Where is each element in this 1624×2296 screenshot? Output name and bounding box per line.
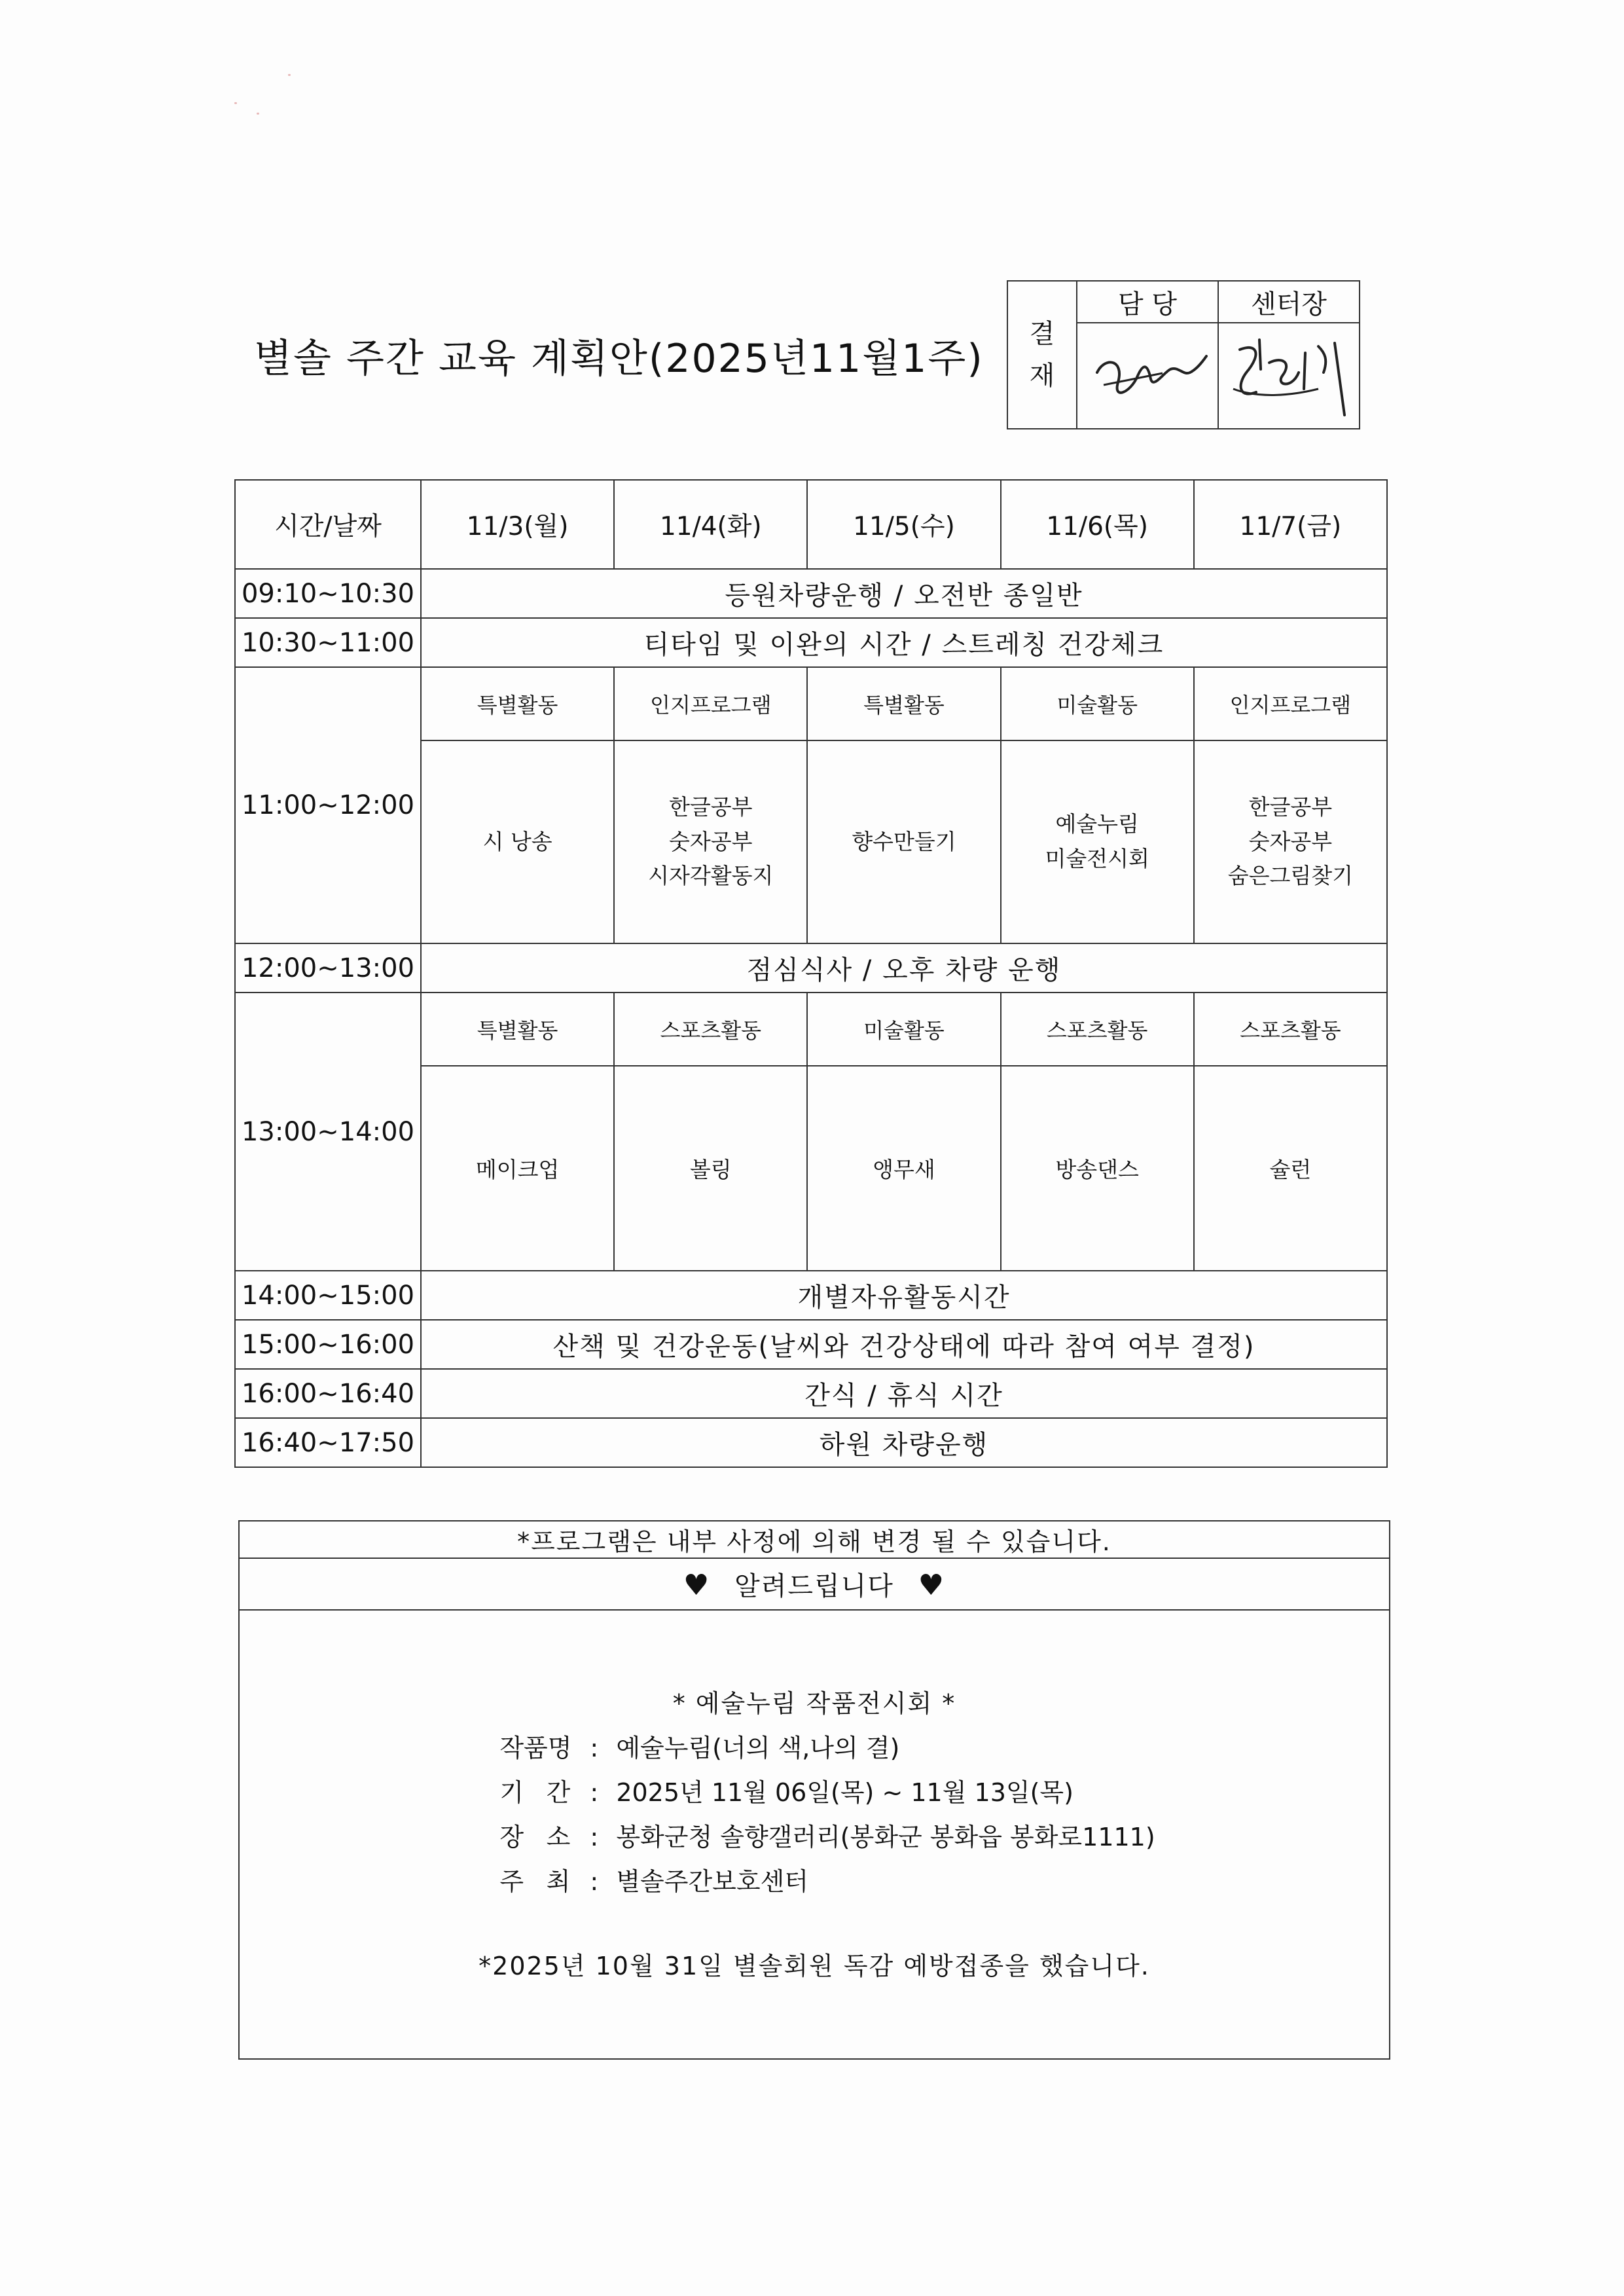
paper-speck [234,102,237,104]
activity-cell: 방송댄스 [1001,1066,1194,1271]
time-cell: 14:00~15:00 [235,1271,421,1320]
period-label-a: 기 [499,1778,524,1807]
category-cell: 미술활동 [807,993,1000,1066]
director-signature [1218,323,1360,429]
paper-speck [257,113,259,115]
approval-header-director: 센터장 [1218,281,1360,323]
activity-span-cell: 등원차량운행 / 오전반 종일반 [421,569,1387,618]
director-signature-image [1220,327,1358,425]
header-day-thu: 11/6(목) [1001,480,1194,569]
time-cell: 15:00~16:00 [235,1320,421,1369]
activity-cell: 한글공부 숫자공부 숨은그림찾기 [1194,740,1387,943]
activity-span-cell: 하원 차량운행 [421,1418,1387,1467]
place-label-a: 장 [499,1823,524,1851]
header-time-date: 시간/날짜 [235,480,421,569]
notice-body [239,1610,1390,2059]
work-label: 작품명 [499,1734,572,1762]
time-cell: 11:00~12:00 [235,667,421,943]
activity-cell: 메이크업 [421,1066,614,1271]
heart-icon: ♥ [918,1569,946,1602]
colon: : [590,1734,599,1762]
notice-box [238,1520,1390,2060]
morning-category-row [235,667,1387,740]
vaccination-note: *2025년 10월 31일 별솔회원 독감 예방접종을 했습니다. [478,1952,1150,1980]
paper-speck [288,74,291,76]
host-value: 별솔주간보호센터 [616,1867,808,1896]
time-cell: 12:00~13:00 [235,943,421,993]
colon: : [590,1823,599,1851]
activity-span-cell: 개별자유활동시간 [421,1271,1387,1320]
time-cell: 10:30~11:00 [235,618,421,667]
manager-signature [1077,323,1218,429]
category-cell: 인지프로그램 [1194,667,1387,740]
host-label-a: 주 [499,1867,524,1896]
exhibition-title: * 예술누림 작품전시회 * [672,1689,956,1718]
header-day-fri: 11/7(금) [1194,480,1387,569]
time-cell: 09:10~10:30 [235,569,421,618]
activity-cell: 앵무새 [807,1066,1000,1271]
activity-cell: 볼링 [614,1066,807,1271]
work-value: 예술누림(너의 색,나의 결) [616,1734,900,1762]
schedule-row [235,1418,1387,1467]
schedule-row [235,943,1387,993]
period-label-b: 간 [546,1778,571,1807]
page-title: 별솔 주간 교육 계획안(2025년11월1주) [254,336,984,382]
exhibition-period-row [499,1770,1155,1815]
time-cell: 13:00~14:00 [235,993,421,1271]
category-cell: 특별활동 [421,993,614,1066]
colon: : [590,1867,599,1896]
afternoon-category-row [235,993,1387,1066]
schedule-header-row [235,480,1387,569]
activity-span-cell: 산책 및 건강운동(날씨와 건강상태에 따라 참여 여부 결정) [421,1320,1387,1369]
exhibition-details [499,1726,1155,1904]
approval-header-manager: 담 당 [1077,281,1218,323]
activity-span-cell: 점심식사 / 오후 차량 운행 [421,943,1387,993]
schedule-row [235,1271,1387,1320]
schedule-table [234,479,1388,1468]
activity-cell: 향수만들기 [807,740,1000,943]
exhibition-info [240,1681,1389,1904]
approval-box [1007,280,1360,429]
category-cell: 특별활동 [807,667,1000,740]
exhibition-work-row [499,1726,1155,1770]
activity-cell: 슐런 [1194,1066,1387,1271]
manager-signature-image [1085,337,1210,415]
exhibition-place-row [499,1815,1155,1859]
period-value: 2025년 11월 06일(목) ~ 11월 13일(목) [616,1778,1074,1807]
colon: : [590,1778,599,1807]
approval-label: 결 재 [1007,281,1077,429]
activity-cell: 예술누림 미술전시회 [1001,740,1194,943]
header-day-mon: 11/3(월) [421,480,614,569]
category-cell: 스포츠활동 [1194,993,1387,1066]
schedule-row [235,1369,1387,1418]
place-label-b: 소 [546,1823,571,1851]
category-cell: 인지프로그램 [614,667,807,740]
header-day-wed: 11/5(수) [807,480,1000,569]
category-cell: 특별활동 [421,667,614,740]
place-value: 봉화군청 솔향갤러리(봉화군 봉화읍 봉화로1111) [616,1823,1155,1851]
notice-heading [239,1558,1390,1610]
exhibition-host-row [499,1859,1155,1904]
activity-span-cell: 간식 / 휴식 시간 [421,1369,1387,1418]
heart-icon: ♥ [683,1569,711,1602]
host-label-b: 최 [546,1867,571,1896]
schedule-row [235,1320,1387,1369]
activity-cell: 한글공부 숫자공부 시자각활동지 [614,740,807,943]
category-cell: 미술활동 [1001,667,1194,740]
schedule-row [235,569,1387,618]
activity-span-cell: 티타임 및 이완의 시간 / 스트레칭 건강체크 [421,618,1387,667]
time-cell: 16:00~16:40 [235,1369,421,1418]
schedule-row [235,618,1387,667]
activity-cell: 시 낭송 [421,740,614,943]
notice-heading-text: 알려드립니다 [734,1571,894,1601]
category-cell: 스포츠활동 [614,993,807,1066]
program-change-note: *프로그램은 내부 사정에 의해 변경 될 수 있습니다. [239,1521,1390,1558]
time-cell: 16:40~17:50 [235,1418,421,1467]
category-cell: 스포츠활동 [1001,993,1194,1066]
header-day-tue: 11/4(화) [614,480,807,569]
